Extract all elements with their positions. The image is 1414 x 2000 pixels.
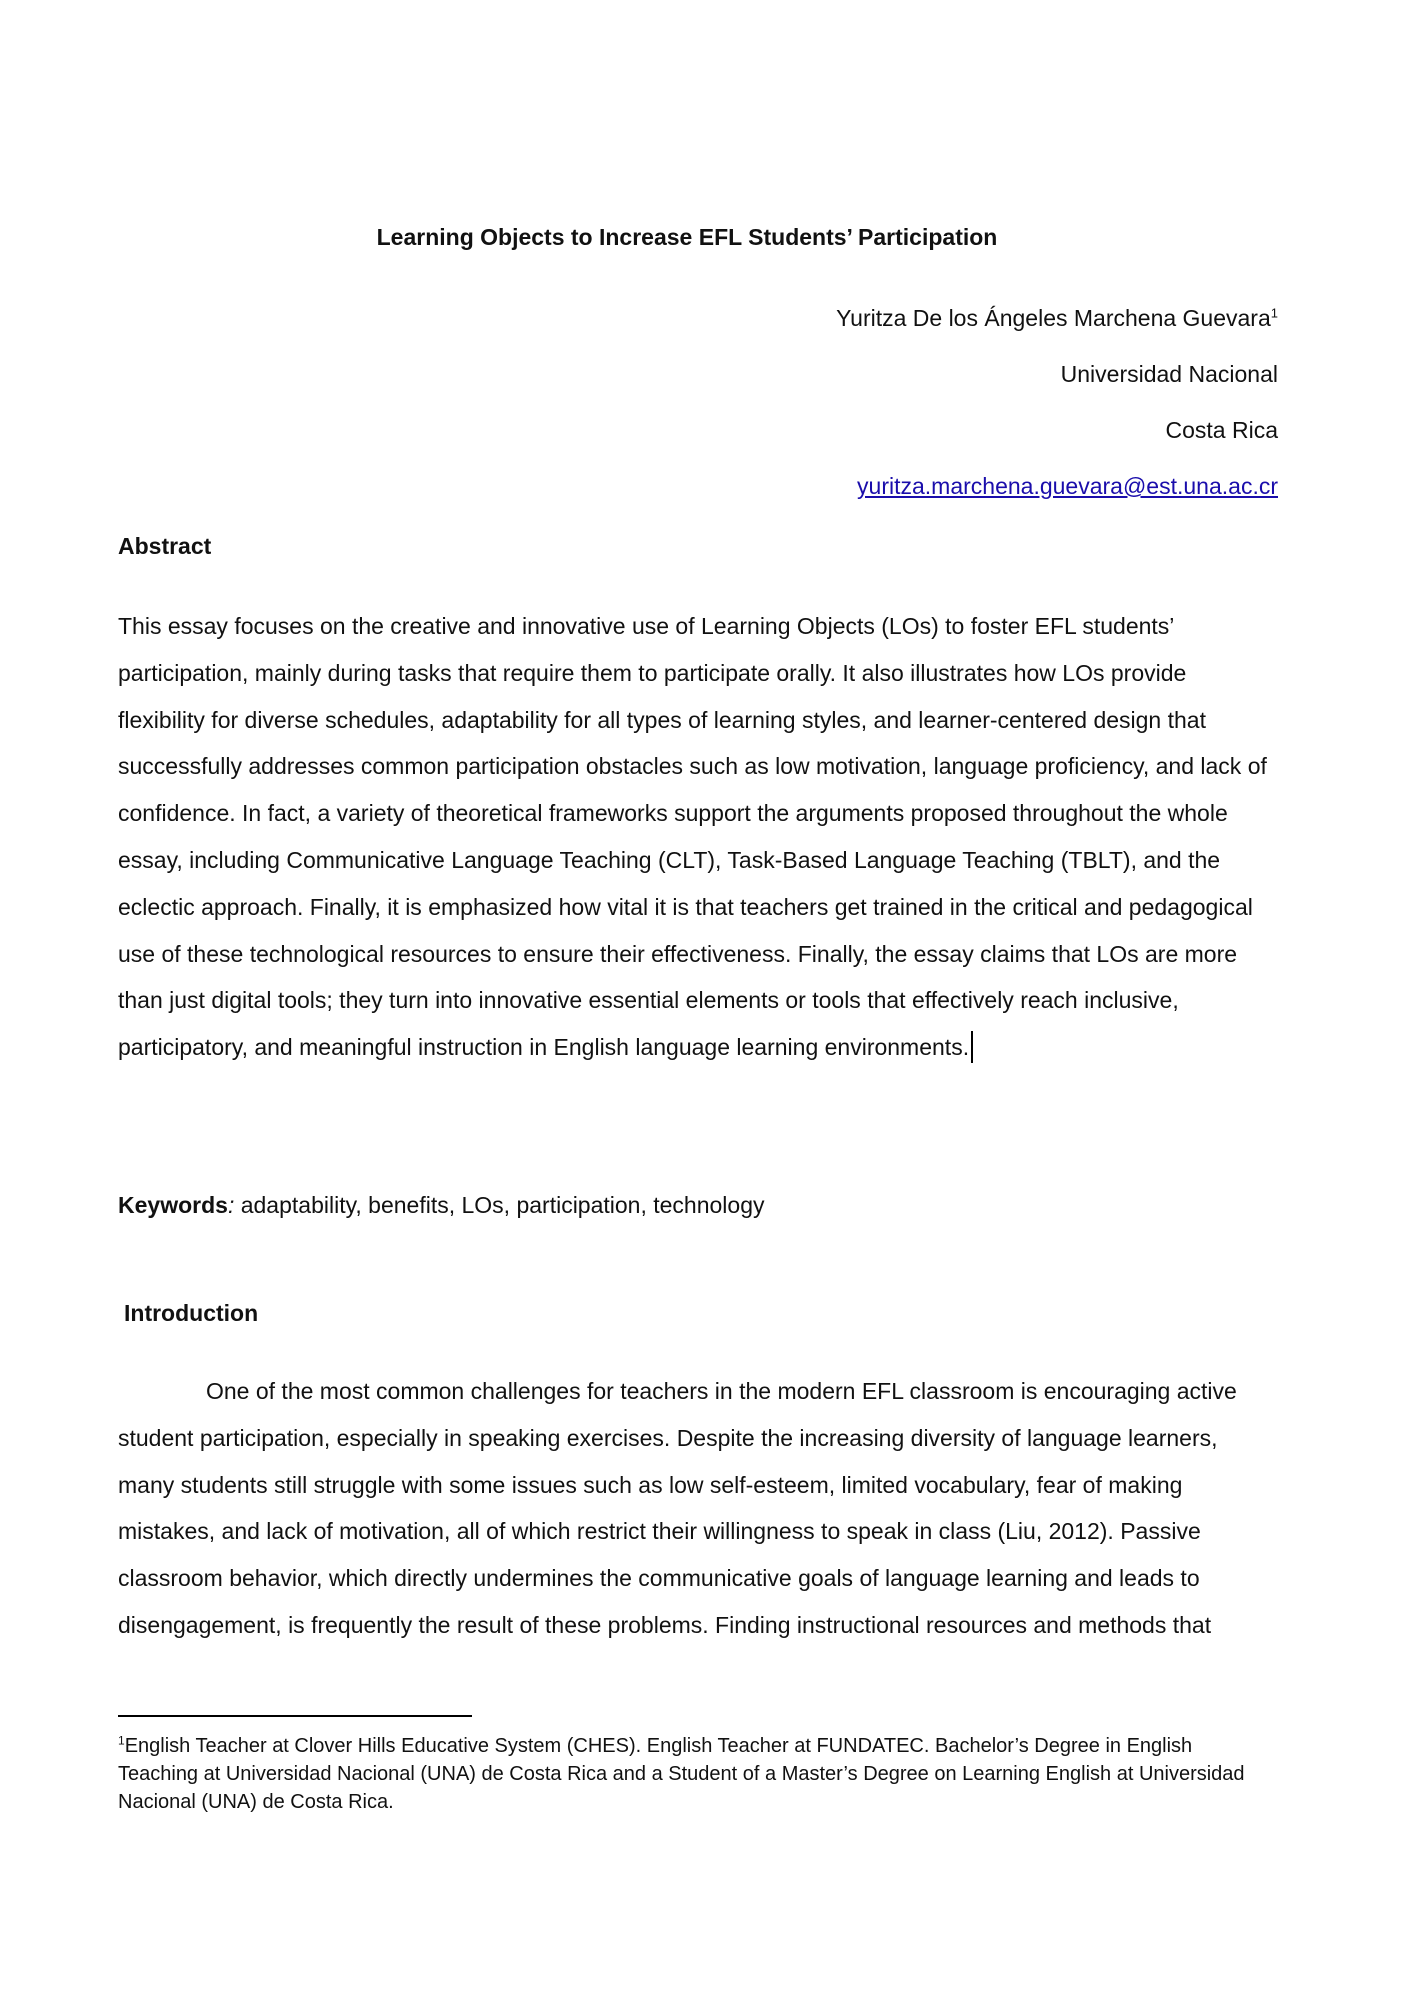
paper-title: Learning Objects to Increase EFL Students’ Participation	[376, 224, 998, 250]
footnote-separator	[118, 1715, 472, 1717]
introduction-heading: Introduction	[124, 1300, 259, 1326]
author-block	[836, 290, 1278, 514]
footnote-number: 1	[118, 1733, 125, 1748]
keywords-list: adaptability, benefits, LOs, participation, technology	[240, 1192, 765, 1218]
text-cursor	[971, 1031, 973, 1063]
author-country: Costa Rica	[1165, 417, 1278, 443]
footnote-mark: 1	[1270, 305, 1278, 321]
abstract-text: This essay focuses on the creative and innovative use of Learning Objects (LOs) to foster EFL students’ participation, mainly during tasks that require them to participate orally. It also illustrates how LOs provide flexibility for diverse schedules, adaptability for all types of learning styles, and learner-centered design that successfully addresses common participation obstacles such as low motivation, language proficiency, and lack of confidence. In fact, a variety of theoretical frameworks support the arguments proposed throughout the whole essay, including Communicative Language Teaching (CLT), Task-Based Language Teaching (TBLT), and the eclectic approach. Finally, it is emphasized how vital it is that teachers get trained in the critical and pedagogical use of these technological resources to ensure their effectiveness. Finally, the essay claims that LOs are more than just digital tools; they turn into innovative essential elements or tools that effectively reach inclusive, participatory, and meaningful instruction in English language learning environments.	[118, 613, 1267, 1061]
author-line	[836, 290, 1278, 346]
author-email-link[interactable]: yuritza.marchena.guevara@est.una.ac.cr	[857, 473, 1278, 499]
author-name: Yuritza De los Ángeles Marchena Guevara	[836, 305, 1271, 331]
abstract-body[interactable]	[118, 603, 1278, 1071]
introduction-body[interactable]: One of the most common challenges for teachers in the modern EFL classroom is encouraging active student participation, especially in speaking exercises. Despite the increasing diversity of language learners, many students still struggle with some issues such as low self-esteem, limited vocabulary, fear of making mistakes, and lack of motivation, all of which restrict their willingness to speak in class (Liu, 2012). Passive classroom behavior, which directly undermines the communicative goals of language learning and leads to disengagement, is frequently the result of these problems. Finding instructional resources and methods that	[118, 1378, 1237, 1638]
keywords-separator: :	[227, 1192, 235, 1218]
abstract-heading: Abstract	[118, 533, 212, 559]
keywords-label: Keywords	[118, 1192, 228, 1218]
footnote-text: English Teacher at Clover Hills Educative System (CHES). English Teacher at FUNDATEC. Bachelor’s Degree in English Teaching at Universidad Nacional (UNA) de Costa Rica and a Student of a Master’s Degree on Learning English at Universidad Nacional (UNA) de Costa Rica.	[118, 1735, 1245, 1813]
author-institution: Universidad Nacional	[1060, 361, 1278, 387]
keywords-line	[118, 1190, 765, 1220]
footnote	[118, 1732, 1258, 1816]
